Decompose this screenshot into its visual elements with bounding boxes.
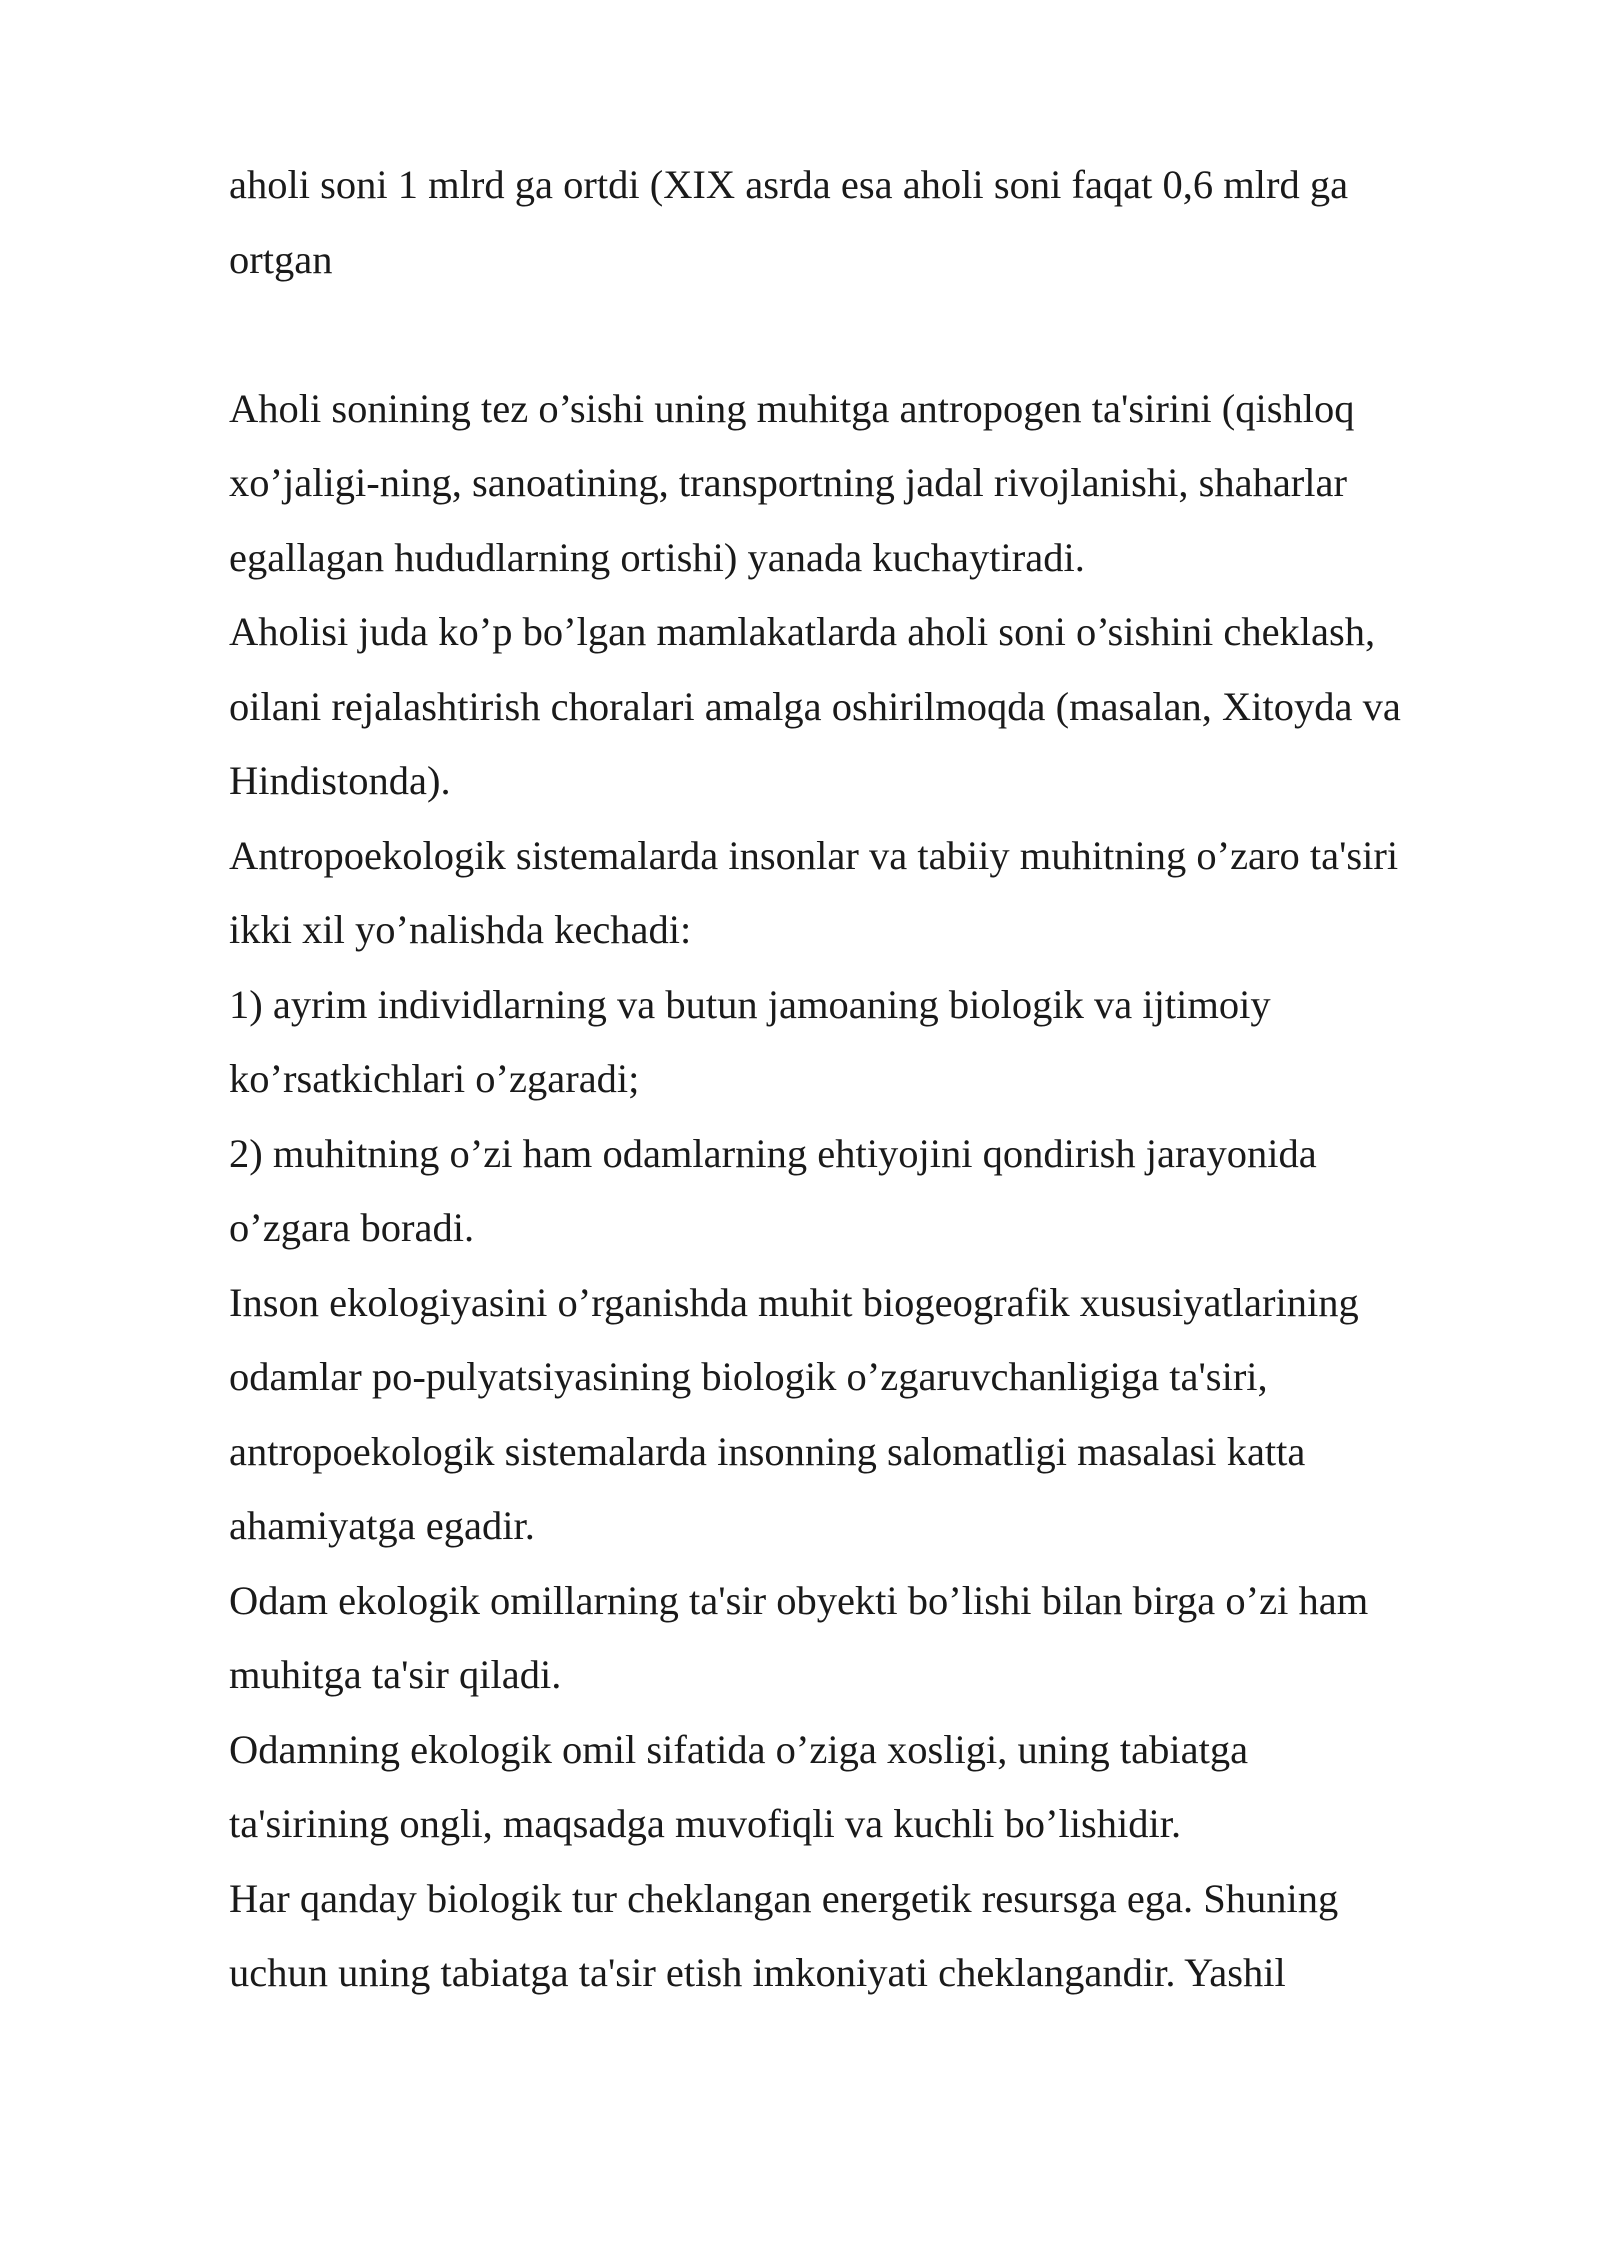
paragraph-2: Aholi sonining tez o’sishi uning muhitga antropogen ta'sirini (qishloq xo’jaligi-ning, sanoatining, transportning jadal rivojlanishi, shaharlar egallagan hududlarning ortishi) yanada kuchaytiradi. [229,385,1355,580]
list-item-2: 2) muhitning o’zi ham odamlarning ehtiyojini qondirish jarayonida o’zgara boradi. [229,1130,1317,1250]
paragraph-5: Inson ekologiyasini o’rganishda muhit biogeografik xususiyatlarining odamlar po-pulyatsiyasining biologik o’zgaruvchanligiga ta'siri, antropoekologik sistemalarda insonning salomatligi masalasi katta ahamiyatga egadir. [229,1279,1359,1548]
paragraph-1: aholi soni 1 mlrd ga ortdi (XIX asrda esa aholi soni faqat 0,6 mlrd ga ortgan [229,162,1349,282]
paragraph-3: Aholisi juda ko’p bo’lgan mamlakatlarda aholi soni o’sishini cheklash, oilani rejalashtirish choralari amalga oshirilmoqda (masalan, Xitoyda va Hindistonda). [229,609,1401,803]
paragraph-4: Antropoekologik sistemalarda insonlar va tabiiy muhitning o’zaro ta'siri ikki xil yo’nalishda kechadi: [229,832,1399,952]
paragraph-8: Har qanday biologik tur cheklangan energetik resursga ega. Shuning uchun uning tabiatga ta'sir etish imkoniyati cheklangandir. Yashil [229,1875,1339,1995]
paragraph-7: Odamning ekologik omil sifatida o’ziga xosligi, uning tabiatga ta'sirining ongli, maqsadga muvofiqli va kuchli bo’lishidir. [229,1726,1249,1846]
paragraph-spacer [229,297,1509,372]
list-item-1: 1) ayrim individlarning va butun jamoaning biologik va ijtimoiy ko’rsatkichlari o’zgaradi; [229,981,1271,1101]
paragraph-6: Odam ekologik omillarning ta'sir obyekti bo’lishi bilan birga o’zi ham muhitga ta'sir qiladi. [229,1577,1369,1697]
document-body [229,148,1509,2011]
